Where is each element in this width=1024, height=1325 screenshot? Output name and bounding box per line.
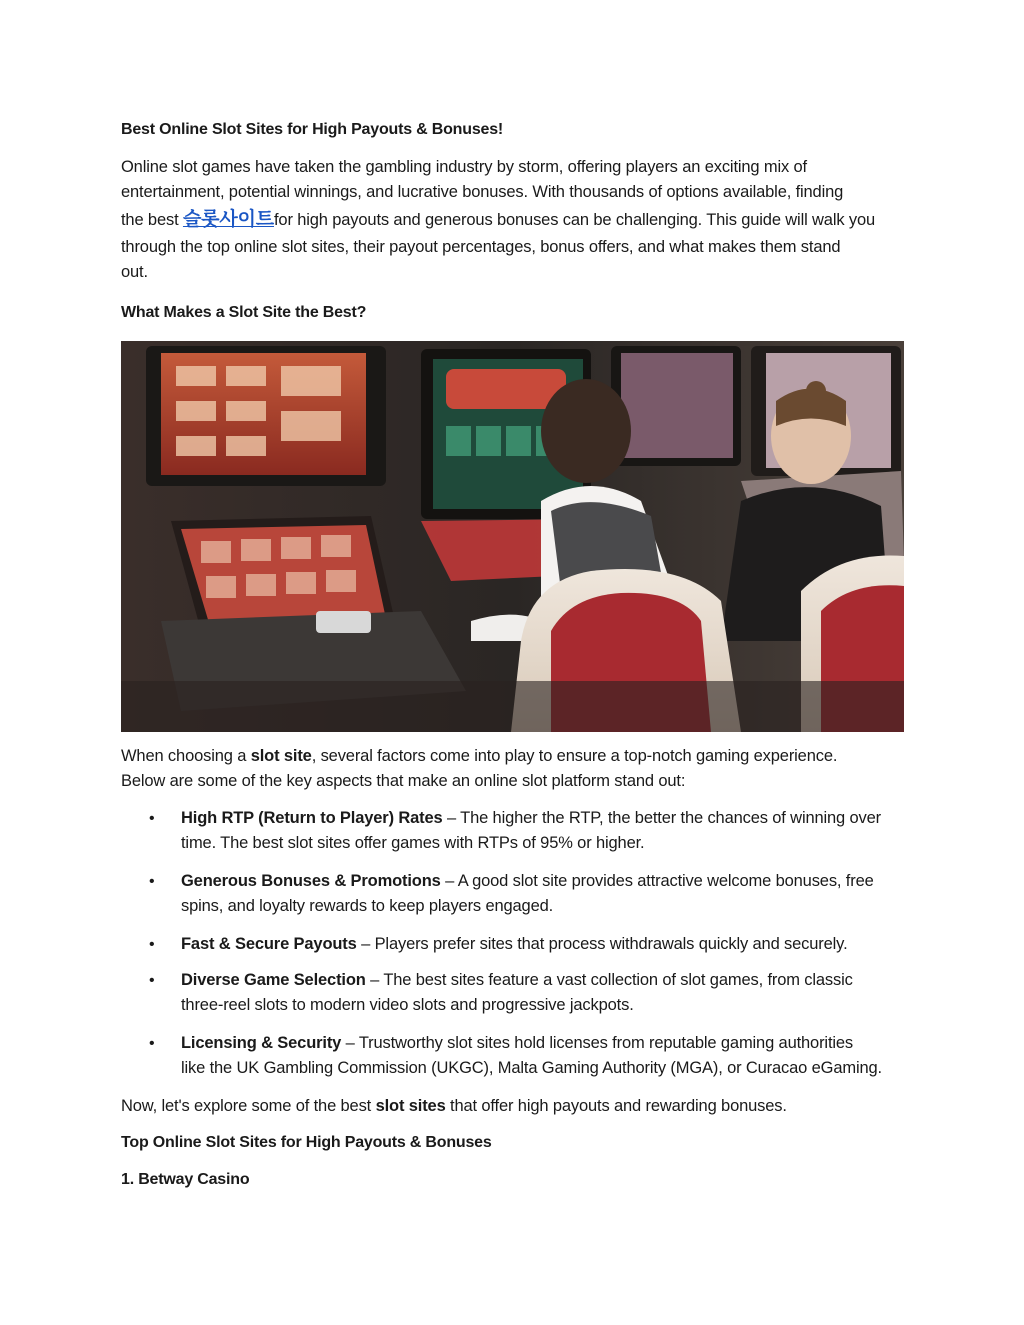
bullet-icon: •	[149, 936, 155, 953]
bullet-icon: •	[149, 873, 155, 890]
intro-line: Online slot games have taken the gambling industry by storm, offering players an exciting mix of	[121, 158, 807, 176]
list-item-title: Fast & Secure Payouts	[181, 935, 357, 953]
choosing-line: When choosing a slot site, several factors come into play to ensure a top-notch gaming experience.	[121, 747, 838, 765]
choosing-line: Below are some of the key aspects that make an online slot platform stand out:	[121, 772, 686, 790]
list-item-title: Diverse Game Selection	[181, 971, 366, 989]
section-heading: 1. Betway Casino	[121, 1171, 250, 1188]
intro-line: entertainment, potential winnings, and lucrative bonuses. With thousands of options available, finding	[121, 183, 844, 201]
slot-site-emphasis: slot site	[250, 747, 312, 765]
intro-line: through the top online slot sites, their payout percentages, bonus offers, and what makes them stand	[121, 238, 841, 256]
page-title: Best Online Slot Sites for High Payouts & Bonuses!	[121, 121, 504, 138]
casino-photo	[121, 341, 904, 732]
section-heading: Top Online Slot Sites for High Payouts & Bonuses	[121, 1134, 492, 1151]
list-item-title: High RTP (Return to Player) Rates	[181, 809, 443, 827]
bullet-icon: •	[149, 1035, 155, 1052]
explore-paragraph: Now, let's explore some of the best slot sites that offer high payouts and rewarding bonuses.	[121, 1097, 787, 1115]
list-item-title: Generous Bonuses & Promotions	[181, 872, 441, 890]
casino-photo-illustration	[121, 341, 904, 732]
choosing-paragraph	[121, 744, 906, 794]
slot-site-link[interactable]: 슬롯사이트	[182, 209, 274, 230]
bullet-icon: •	[149, 810, 155, 827]
intro-line: out.	[121, 263, 148, 281]
intro-paragraph	[121, 155, 906, 285]
intro-line: the best 슬롯사이트for high payouts and generous bonuses can be challenging. This guide will walk you	[121, 209, 876, 230]
section-heading: What Makes a Slot Site the Best?	[121, 304, 367, 321]
slot-sites-emphasis: slot sites	[375, 1097, 446, 1115]
list-item-title: Licensing & Security	[181, 1034, 342, 1052]
bullet-icon: •	[149, 972, 155, 989]
